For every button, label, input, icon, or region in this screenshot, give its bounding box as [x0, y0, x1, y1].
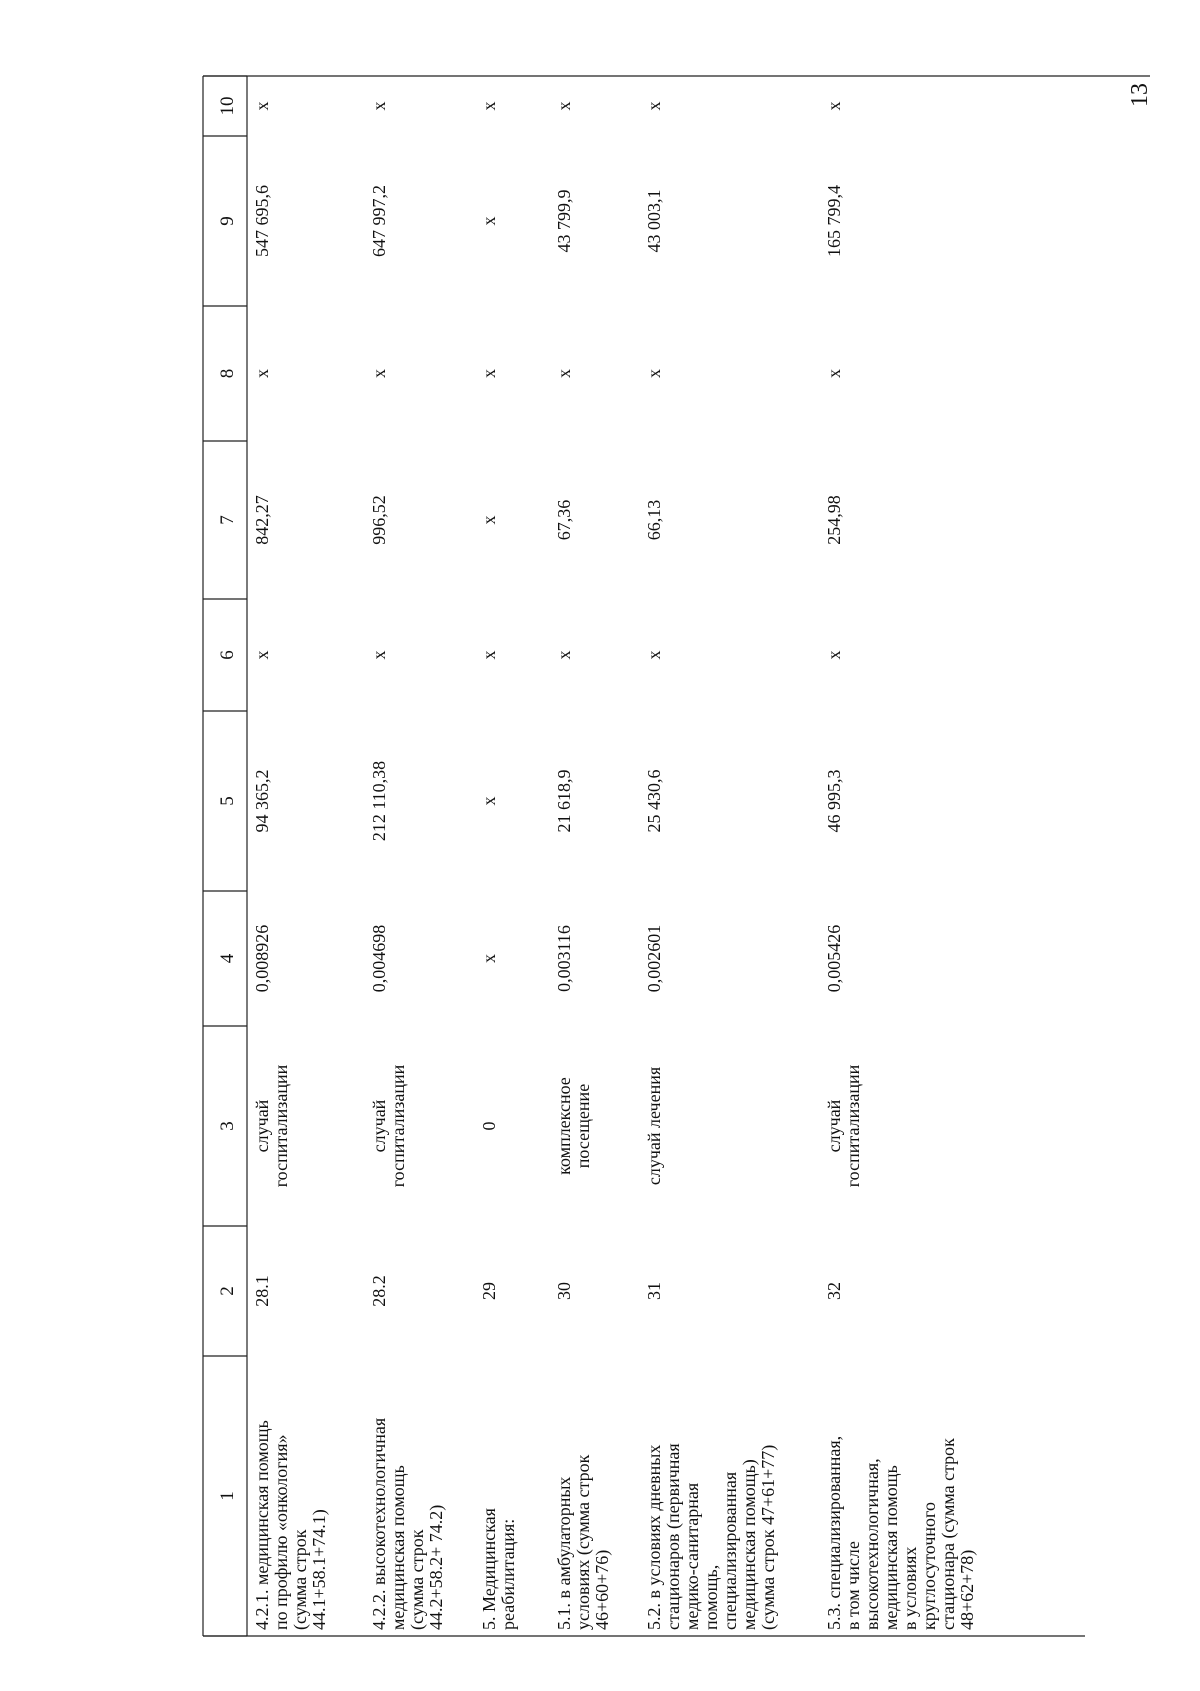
page-number: 13 — [1127, 83, 1153, 107]
row-line-number: 32 — [824, 1282, 844, 1300]
row-unit: госпитализации — [843, 1064, 863, 1188]
row-cell-c8: х — [479, 369, 499, 378]
header-cell: 5 — [217, 796, 238, 806]
header-cell: 8 — [217, 368, 238, 379]
row-cell-c8: х — [644, 369, 664, 378]
row-name-line: 5. Медицинская — [479, 1508, 499, 1630]
row-name-line: стационара (сумма строк — [938, 1438, 958, 1630]
row-name-line: 4.2.1. медицинская помощь — [252, 1420, 272, 1630]
row-name-line: по профилю «онкология» — [271, 1434, 291, 1630]
row-name-line: условиях (сумма строк — [573, 1454, 593, 1630]
row-cell-c7: х — [479, 515, 499, 525]
row-name-line: медико-санитарная — [682, 1482, 702, 1630]
row-name-line: специализированная — [720, 1471, 740, 1630]
row-name-line: 5.1. в амбулаторных — [554, 1476, 574, 1630]
row-name-line: (сумма строк 47+61+77) — [758, 1444, 778, 1630]
row-unit: случай — [369, 1099, 389, 1153]
row-cell-c4: 0,002601 — [644, 924, 664, 993]
row-cell-c8: х — [252, 369, 272, 378]
row-cell-c6: х — [479, 650, 499, 660]
row-unit: случай лечения — [644, 1066, 664, 1186]
row-name-line: круглосуточного — [919, 1502, 939, 1630]
row-name-line: (сумма строк — [290, 1529, 310, 1630]
row-cell-c6: х — [252, 650, 272, 660]
header-cell: 7 — [217, 515, 238, 525]
row-cell-c9: 43 799,9 — [554, 189, 574, 253]
row-cell-c9: х — [479, 216, 499, 226]
row-cell-c6: х — [369, 650, 389, 660]
row-cell-c4: 0,008926 — [252, 924, 272, 993]
row-cell-c10: х — [252, 101, 272, 111]
row-name-line: стационаров (первичная — [663, 1443, 683, 1630]
row-cell-c8: х — [554, 369, 574, 378]
row-unit: госпитализации — [271, 1064, 291, 1188]
row-cell-c10: х — [644, 101, 664, 111]
row-name-line: 44.2+58.2+ 74.2) — [426, 1504, 446, 1630]
row-line-number: 28.2 — [369, 1275, 389, 1307]
row-name-line: высокотехнологичная, — [862, 1458, 882, 1630]
row-cell-c7: 67,36 — [554, 499, 574, 541]
row-cell-c7: 842,27 — [252, 495, 272, 545]
row-cell-c5: 212 110,38 — [369, 760, 389, 842]
header-cell: 6 — [217, 650, 238, 660]
header-cell: 2 — [217, 1286, 238, 1296]
row-line-number: 29 — [479, 1282, 499, 1300]
row-cell-c4: 0,005426 — [824, 924, 844, 993]
row-line-number: 30 — [554, 1282, 574, 1300]
row-line-number: 28.1 — [252, 1275, 272, 1307]
row-name-line: 44.1+58.1+74.1) — [309, 1509, 329, 1630]
row-name-line: 48+62+78) — [957, 1549, 977, 1630]
row-cell-c7: 254,98 — [824, 495, 844, 545]
row-cell-c6: х — [824, 650, 844, 660]
row-cell-c8: х — [369, 369, 389, 378]
row-cell-c8: х — [824, 369, 844, 378]
row-cell-c5: 21 618,9 — [554, 769, 574, 833]
row-cell-c10: х — [554, 101, 574, 111]
row-cell-c10: х — [369, 101, 389, 111]
row-name-line: 5.2. в условиях дневных — [644, 1444, 664, 1630]
row-cell-c4: 0,003116 — [554, 925, 574, 992]
row-cell-c10: х — [824, 101, 844, 111]
row-cell-c5: 94 365,2 — [252, 769, 272, 833]
row-name-line: в том числе — [843, 1541, 863, 1630]
row-name-line: помощь, — [701, 1564, 721, 1630]
row-cell-c6: х — [644, 650, 664, 660]
row-cell-c6: х — [554, 650, 574, 660]
row-cell-c7: 996,52 — [369, 495, 389, 545]
row-unit: посещение — [573, 1083, 593, 1169]
header-cell: 10 — [217, 96, 238, 116]
row-cell-c4: 0,004698 — [369, 924, 389, 993]
header-cell: 3 — [217, 1121, 238, 1131]
row-cell-c5: х — [479, 796, 499, 806]
row-unit: случай — [252, 1099, 272, 1153]
row-name-line: медицинская помощь) — [739, 1459, 759, 1630]
row-name-line: в условиях — [900, 1546, 920, 1630]
row-name-line: (сумма строк — [407, 1529, 427, 1630]
row-cell-c9: 647 997,2 — [369, 185, 389, 257]
header-cell: 1 — [217, 1491, 238, 1501]
row-cell-c5: 46 995,3 — [824, 769, 844, 833]
row-name-line: 5.3. специализированная, — [824, 1435, 844, 1630]
row-line-number: 31 — [644, 1282, 664, 1300]
row-name-line: реабилитация: — [498, 1518, 518, 1630]
header-cell: 9 — [217, 216, 238, 226]
row-cell-c4: х — [479, 954, 499, 963]
row-unit: комплексное — [554, 1077, 574, 1175]
row-cell-c5: 25 430,6 — [644, 769, 664, 833]
row-unit: случай — [824, 1099, 844, 1153]
row-unit: 0 — [479, 1121, 499, 1131]
header-cell: 4 — [217, 953, 238, 964]
row-name-line: 46+60+76) — [592, 1549, 612, 1630]
row-cell-c9: 547 695,6 — [252, 185, 272, 257]
row-name-line: медицинская помощь — [388, 1465, 408, 1630]
row-cell-c7: 66,13 — [644, 499, 664, 541]
row-unit: госпитализации — [388, 1064, 408, 1188]
row-name-line: медицинская помощь — [881, 1465, 901, 1630]
row-cell-c9: 165 799,4 — [824, 185, 844, 257]
row-name-line: 4.2.2. высокотехнологичная — [369, 1417, 389, 1630]
row-cell-c10: х — [479, 101, 499, 111]
row-cell-c9: 43 003,1 — [644, 189, 664, 253]
table-grid — [203, 76, 1150, 1636]
